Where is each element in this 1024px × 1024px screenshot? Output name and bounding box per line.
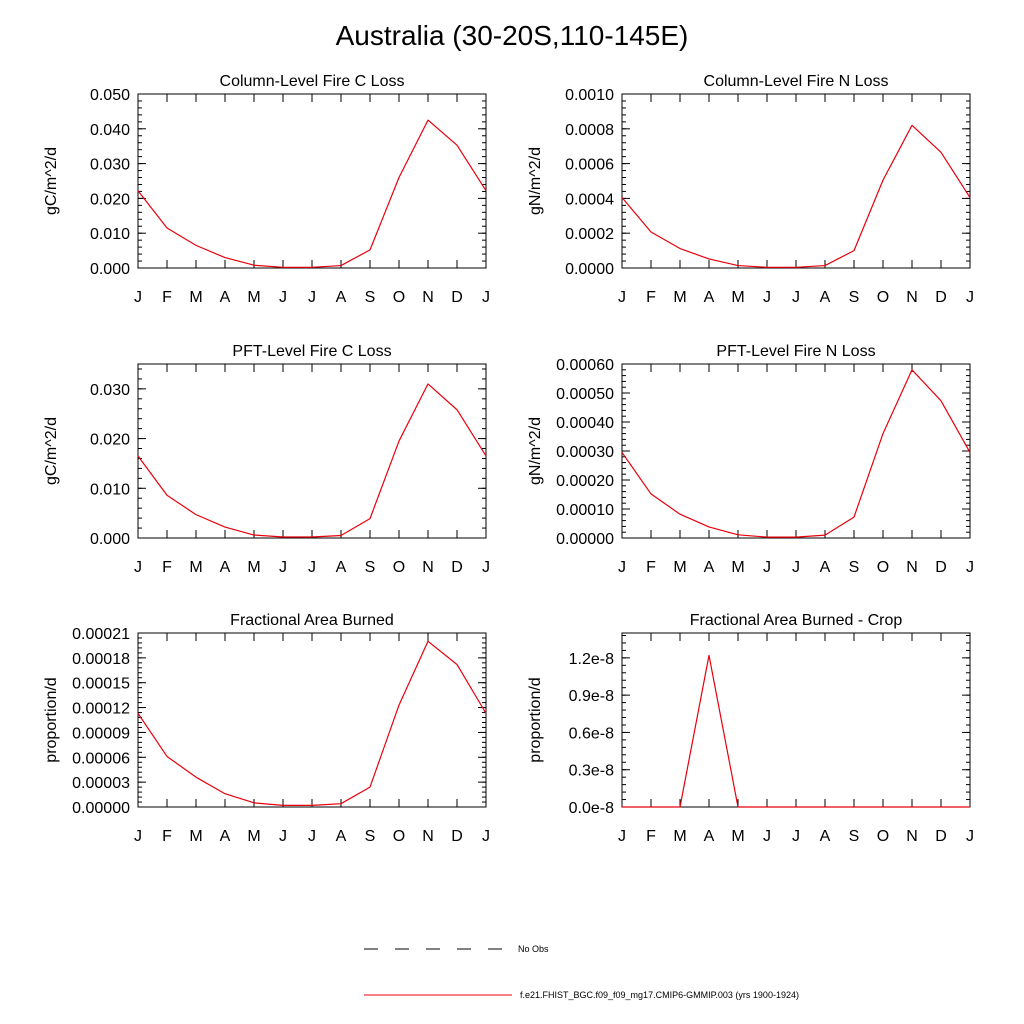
panel-3-xtick-label: A xyxy=(335,559,347,576)
panel-2-ylabel: gN/m^2/d xyxy=(527,147,544,215)
panel-1-ytick-label: 0.010 xyxy=(89,226,130,244)
panel-1-xtick-label: A xyxy=(335,289,347,306)
panel-1-xtick-label: J xyxy=(279,289,287,306)
panel-2-series-1-line xyxy=(622,125,970,267)
panel-5-xtick-label: A xyxy=(219,828,231,845)
panel-6-xtick-label: A xyxy=(703,828,715,845)
figure-title: Australia (30-20S,110-145E) xyxy=(335,20,689,51)
panel-5-ytick-label: 0.00018 xyxy=(72,650,130,668)
panel-5-ytick-label: 0.00003 xyxy=(72,775,130,793)
panel-3-xtick-label: J xyxy=(482,559,490,576)
panel-4-title: PFT-Level Fire N Loss xyxy=(716,343,876,360)
panel-2-xtick-label: J xyxy=(763,289,771,306)
panel-2-xtick-label: F xyxy=(646,289,656,306)
panel-1-xtick-label: A xyxy=(219,289,231,306)
panel-4-xtick-label: J xyxy=(763,559,771,576)
panel-4-xtick-label: A xyxy=(703,559,715,576)
panel-6-xtick-label: S xyxy=(848,828,860,845)
panel-2-xtick-label: A xyxy=(703,289,715,306)
panel-4-ylabel: gN/m^2/d xyxy=(527,417,544,485)
panel-6-xtick-label: O xyxy=(876,828,890,845)
panel-5-xtick-label: A xyxy=(335,828,347,845)
legend-no-obs-label: No Obs xyxy=(518,944,549,954)
panel-1-ytick-label: 0.030 xyxy=(89,156,130,174)
panel-1-xtick-label: N xyxy=(422,289,434,306)
panel-4-series-1-line xyxy=(622,370,970,537)
panel-2-title: Column-Level Fire N Loss xyxy=(703,73,889,90)
panel-5-xtick-label: M xyxy=(247,828,261,845)
panel-5-xtick-label: J xyxy=(482,828,490,845)
panel-1-xtick-label: J xyxy=(482,289,490,306)
panel-5-title: Fractional Area Burned xyxy=(230,612,394,629)
panel-2-xtick-label: A xyxy=(819,289,831,306)
panel-5-xtick-label: M xyxy=(189,828,203,845)
panel-6-ytick-label: 0.3e-8 xyxy=(568,762,614,780)
panel-2-xtick-label: J xyxy=(966,289,974,306)
panel-1-xtick-label: M xyxy=(189,289,203,306)
panel-6-ytick-label: 0.9e-8 xyxy=(568,688,614,706)
panel-1-xtick-label: M xyxy=(247,289,261,306)
panel-1-ytick-label: 0.040 xyxy=(89,121,130,139)
panel-6-xtick-label: M xyxy=(731,828,745,845)
panel-5-series-1-line xyxy=(138,641,486,805)
panel-6-ylabel: proportion/d xyxy=(527,677,544,763)
panel-4-xtick-label: M xyxy=(673,559,687,576)
panel-4-xtick-label: S xyxy=(848,559,860,576)
panel-2-ytick-label: 0.0006 xyxy=(565,156,614,174)
panel-5-ytick-label: 0.00006 xyxy=(72,750,130,768)
panel-3-ylabel: gC/m^2/d xyxy=(43,417,60,485)
panel-5-xtick-label: D xyxy=(451,828,463,845)
panel-2-ytick-label: 0.0000 xyxy=(565,261,614,278)
panel-5-ytick-label: 0.00015 xyxy=(72,675,130,693)
panel-1-xtick-label: O xyxy=(392,289,406,306)
panel-3-frame xyxy=(138,364,486,538)
panel-4-ytick-label: 0.00060 xyxy=(556,357,614,374)
panel-4-ytick-label: 0.00020 xyxy=(556,473,614,490)
panel-3-title: PFT-Level Fire C Loss xyxy=(232,343,392,360)
panel-3-ytick-label: 0.010 xyxy=(89,481,130,499)
panel-5-xtick-label: J xyxy=(134,828,142,845)
panel-5-ytick-label: 0.00009 xyxy=(72,725,130,743)
panel-4-xtick-label: M xyxy=(731,559,745,576)
panel-2-ytick-label: 0.0010 xyxy=(565,87,614,104)
panel-6-xtick-label: J xyxy=(792,828,800,845)
panel-5-ytick-label: 0.00000 xyxy=(72,800,130,817)
panel-1-ylabel: gC/m^2/d xyxy=(43,147,60,215)
panel-4-ytick-label: 0.00050 xyxy=(556,386,614,403)
panel-4-ytick-label: 0.00040 xyxy=(556,415,614,432)
panel-4-xtick-label: O xyxy=(876,559,890,576)
panel-3-series-1-line xyxy=(138,384,486,537)
panel-5-frame xyxy=(138,633,486,807)
panel-5-xtick-label: S xyxy=(364,828,376,845)
panel-5-xtick-label: N xyxy=(422,828,434,845)
panel-6-xtick-label: J xyxy=(966,828,974,845)
panel-4-xtick-label: N xyxy=(906,559,918,576)
panel-4-frame xyxy=(622,364,970,538)
panel-6-xtick-label: J xyxy=(763,828,771,845)
panel-6-xtick-label: D xyxy=(935,828,947,845)
panel-1-xtick-label: D xyxy=(451,289,463,306)
panel-4-xtick-label: D xyxy=(935,559,947,576)
panel-3-xtick-label: M xyxy=(189,559,203,576)
panel-5-xtick-label: J xyxy=(308,828,316,845)
panel-3-ytick-label: 0.020 xyxy=(89,431,130,449)
panel-2-ytick-label: 0.0004 xyxy=(565,191,614,209)
panel-5-xtick-label: J xyxy=(279,828,287,845)
panel-2-xtick-label: S xyxy=(848,289,860,306)
panel-6-xtick-label: M xyxy=(673,828,687,845)
panel-3-xtick-label: J xyxy=(134,559,142,576)
panel-2-xtick-label: M xyxy=(673,289,687,306)
panel-1-ytick-label: 0.000 xyxy=(89,261,130,278)
panel-5-ytick-label: 0.00021 xyxy=(72,626,130,643)
panel-2-xtick-label: D xyxy=(935,289,947,306)
panel-5-xtick-label: F xyxy=(162,828,172,845)
panel-3-xtick-label: F xyxy=(162,559,172,576)
panel-5-ytick-label: 0.00012 xyxy=(72,700,130,718)
panel-1-series-1-line xyxy=(138,120,486,267)
panel-2-xtick-label: J xyxy=(618,289,626,306)
panel-3-xtick-label: O xyxy=(392,559,406,576)
panel-6-frame xyxy=(622,633,970,807)
panel-4-xtick-label: J xyxy=(966,559,974,576)
panel-6-title: Fractional Area Burned - Crop xyxy=(689,612,903,629)
panel-2-ytick-label: 0.0002 xyxy=(565,226,614,244)
legend-model-label: f.e21.FHIST_BGC.f09_f09_mg17.CMIP6-GMMIP.003 (yrs 1900-1924) xyxy=(520,990,799,1000)
panel-2-xtick-label: J xyxy=(792,289,800,306)
panel-2-xtick-label: O xyxy=(876,289,890,306)
panel-1-ytick-label: 0.020 xyxy=(89,191,130,209)
panel-6-xtick-label: A xyxy=(819,828,831,845)
panel-2-frame xyxy=(622,94,970,268)
panel-3-xtick-label: D xyxy=(451,559,463,576)
panel-3-xtick-label: N xyxy=(422,559,434,576)
panel-1-xtick-label: F xyxy=(162,289,172,306)
panel-6-xtick-label: N xyxy=(906,828,918,845)
panel-6-ytick-label: 1.2e-8 xyxy=(568,650,614,668)
panel-1-xtick-label: J xyxy=(134,289,142,306)
panel-6-series-1-line xyxy=(622,655,970,807)
panel-2-ytick-label: 0.0008 xyxy=(565,121,614,139)
panel-3-ytick-label: 0.030 xyxy=(89,381,130,399)
panel-3-xtick-label: M xyxy=(247,559,261,576)
panel-4-xtick-label: J xyxy=(792,559,800,576)
panel-2-xtick-label: M xyxy=(731,289,745,306)
panel-6-xtick-label: J xyxy=(618,828,626,845)
panel-4-ytick-label: 0.00010 xyxy=(556,502,614,519)
panel-3-xtick-label: J xyxy=(308,559,316,576)
panel-1-xtick-label: J xyxy=(308,289,316,306)
panel-3-ytick-label: 0.000 xyxy=(89,531,130,548)
panel-4-xtick-label: J xyxy=(618,559,626,576)
panel-1-xtick-label: S xyxy=(364,289,376,306)
panel-3-xtick-label: A xyxy=(219,559,231,576)
panel-4-xtick-label: F xyxy=(646,559,656,576)
panel-1-ytick-label: 0.050 xyxy=(89,87,130,104)
panel-5-ylabel: proportion/d xyxy=(43,677,60,763)
panel-6-xtick-label: F xyxy=(646,828,656,845)
panel-6-ytick-label: 0.0e-8 xyxy=(568,800,614,817)
panel-5-xtick-label: O xyxy=(392,828,406,845)
panel-3-xtick-label: J xyxy=(279,559,287,576)
panel-4-xtick-label: A xyxy=(819,559,831,576)
panel-4-ytick-label: 0.00030 xyxy=(556,444,614,461)
panel-6-ytick-label: 0.6e-8 xyxy=(568,725,614,743)
panel-1-title: Column-Level Fire C Loss xyxy=(219,73,405,90)
panel-3-xtick-label: S xyxy=(364,559,376,576)
panel-2-xtick-label: N xyxy=(906,289,918,306)
panel-4-ytick-label: 0.00000 xyxy=(556,531,614,548)
